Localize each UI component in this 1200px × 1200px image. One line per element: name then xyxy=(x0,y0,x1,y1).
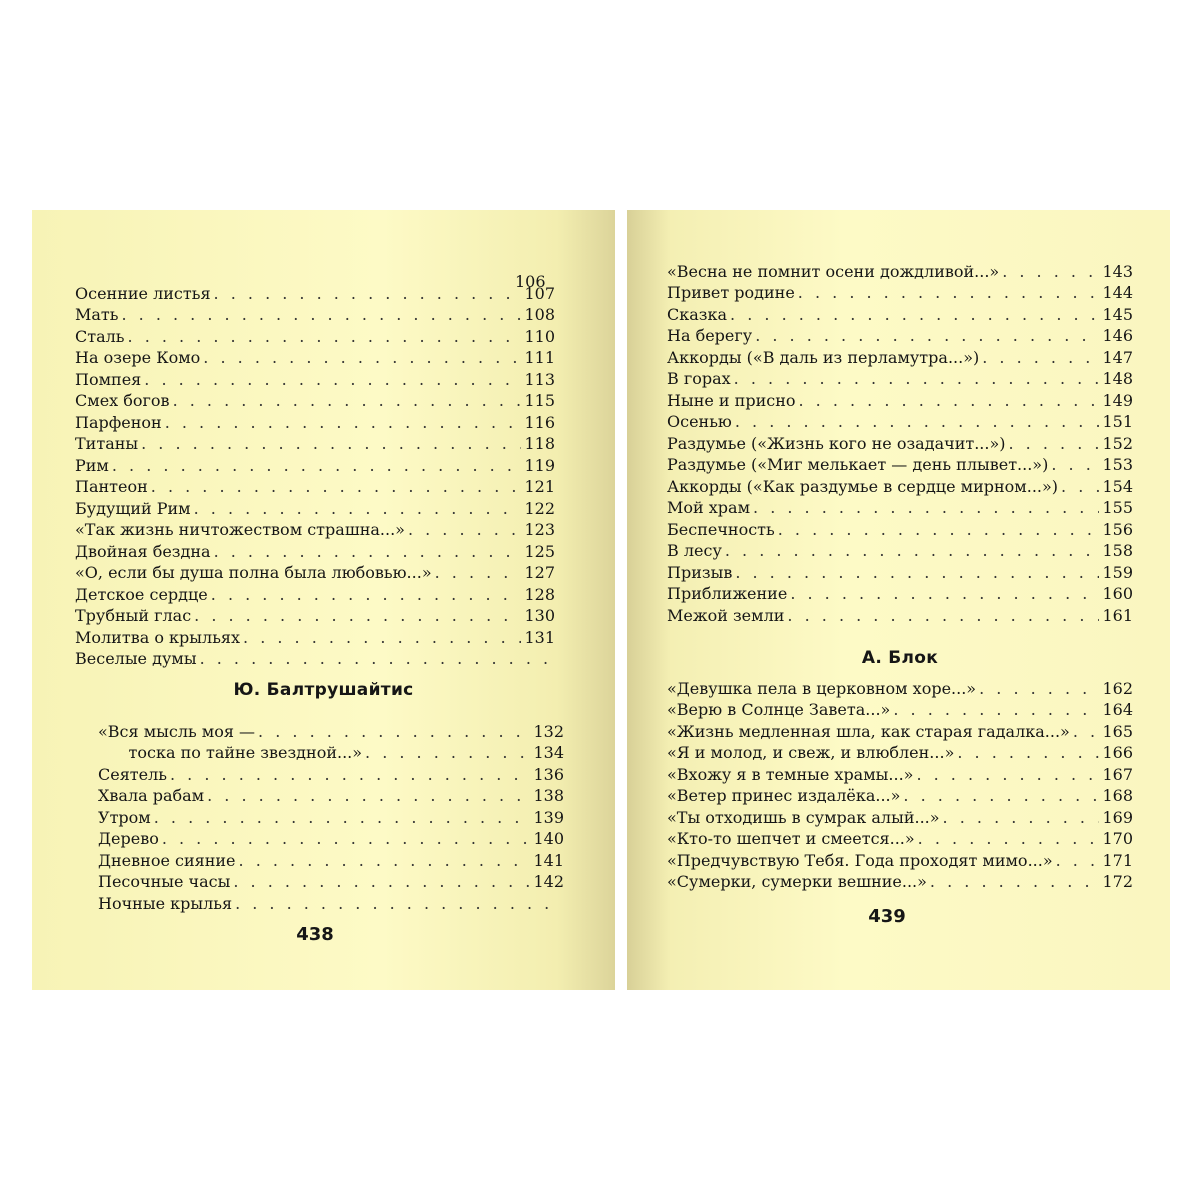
entry-page-number: 125 xyxy=(524,541,555,561)
entry-page-number: 115 xyxy=(524,391,555,410)
dot-leader xyxy=(1056,851,1100,870)
author-heading: Ю. Балтрушайтис xyxy=(233,680,414,700)
entry-page-number: 143 xyxy=(1102,261,1133,281)
toc-entry xyxy=(667,741,1133,763)
entry-page-number: 127 xyxy=(524,563,555,582)
toc-entry xyxy=(75,410,555,432)
entry-page-number: 121 xyxy=(524,477,555,496)
toc-list xyxy=(75,281,555,668)
toc-entry xyxy=(667,719,1133,741)
toc-entry xyxy=(75,539,555,561)
entry-title: Дерево xyxy=(98,829,159,848)
dot-leader xyxy=(233,872,530,891)
entry-title: Трубный глас xyxy=(75,606,192,625)
toc-entry xyxy=(667,517,1133,539)
entry-title: Межой земли xyxy=(667,605,785,625)
entry-page-number: 149 xyxy=(1102,390,1133,410)
dot-leader xyxy=(112,456,522,475)
toc-entry xyxy=(75,561,555,583)
toc-entry xyxy=(98,848,564,870)
toc-entry xyxy=(667,453,1133,475)
toc-entry xyxy=(667,431,1133,453)
entry-title: Будущий Рим xyxy=(75,498,191,518)
entry-title: Молитва о крыльях xyxy=(75,627,241,647)
toc-list xyxy=(98,719,564,913)
entry-title: Дневное сияние xyxy=(98,850,236,870)
gutter xyxy=(615,210,627,990)
dot-leader xyxy=(753,498,1099,517)
dot-leader xyxy=(408,520,522,539)
entry-page-number: 119 xyxy=(524,455,555,475)
entry-title: Мой храм xyxy=(667,498,751,517)
dot-leader xyxy=(918,829,1100,848)
toc-entry xyxy=(75,432,555,454)
entry-title: «Так жизнь ничтожеством страшна...» xyxy=(75,520,405,539)
entry-title: Беспечность xyxy=(667,519,775,539)
dot-leader xyxy=(258,722,530,741)
entry-page-number: 110 xyxy=(524,326,555,346)
dot-leader xyxy=(1002,262,1099,281)
entry-page-number: 155 xyxy=(1102,498,1133,517)
dot-leader xyxy=(790,584,1099,603)
dot-leader xyxy=(979,679,1099,698)
entry-page-number: 148 xyxy=(1102,369,1133,388)
entry-page-number: 169 xyxy=(1102,807,1133,827)
entry-title: Веселые думы xyxy=(75,649,197,668)
entry-title: Осенние листья xyxy=(75,283,211,303)
toc-entry xyxy=(667,603,1133,625)
entry-page-number: 138 xyxy=(533,786,564,805)
entry-title: В горах xyxy=(667,369,731,388)
entry-page-number: 171 xyxy=(1102,850,1133,870)
dot-leader xyxy=(162,829,531,848)
dot-leader xyxy=(173,391,522,410)
toc-entry xyxy=(75,281,555,303)
toc-entry xyxy=(75,647,555,669)
entry-page-number: 123 xyxy=(524,520,555,539)
entry-title: «Кто-то шепчет и смеется...» xyxy=(667,829,915,848)
entry-page-number: 111 xyxy=(524,348,555,367)
entry-title: Сеятель xyxy=(98,764,167,784)
toc-entry xyxy=(75,625,555,647)
dot-leader xyxy=(1009,434,1100,453)
toc-entry xyxy=(75,453,555,475)
entry-page-number: 130 xyxy=(524,606,555,625)
entry-title: Детское сердце xyxy=(75,584,208,604)
toc-entry xyxy=(667,560,1133,582)
entry-page-number: 162 xyxy=(1102,678,1133,698)
entry-title: Хвала рабам xyxy=(98,786,205,805)
dot-leader xyxy=(982,348,1099,367)
entry-page-number: 108 xyxy=(524,305,555,324)
entry-title: «Я и молод, и свеж, и влюблен...» xyxy=(667,743,955,762)
toc-entry xyxy=(667,805,1133,827)
toc-entry xyxy=(667,827,1133,849)
dot-leader xyxy=(170,765,530,784)
entry-page-number: 113 xyxy=(524,369,555,389)
entry-page-number: 147 xyxy=(1102,347,1133,367)
entry-title: «О, если бы душа полна была любовью...» xyxy=(75,563,432,582)
entry-page-number: 168 xyxy=(1102,786,1133,805)
dot-leader xyxy=(943,808,1100,827)
toc-entry xyxy=(667,784,1133,806)
entry-title: Помпея xyxy=(75,369,142,389)
dot-leader xyxy=(214,284,522,303)
dot-leader xyxy=(893,700,1099,719)
dot-leader xyxy=(916,765,1099,784)
entry-page-number: 144 xyxy=(1102,283,1133,302)
dot-leader xyxy=(735,412,1100,431)
dot-leader xyxy=(735,563,1099,582)
toc-entry xyxy=(667,762,1133,784)
dot-leader xyxy=(154,808,531,827)
entry-page-number: 152 xyxy=(1102,433,1133,453)
entry-title: Приближение xyxy=(667,584,788,603)
entry-title: Призыв xyxy=(667,562,733,582)
entry-page-number: 161 xyxy=(1102,605,1133,625)
toc-entry xyxy=(667,345,1133,367)
entry-page-number: 159 xyxy=(1102,562,1133,582)
entry-title: «Девушка пела в церковном хоре...» xyxy=(667,678,977,698)
entry-page-number: 166 xyxy=(1102,743,1133,762)
dot-leader xyxy=(200,649,552,668)
toc-entry xyxy=(98,741,564,763)
dot-leader xyxy=(211,585,522,604)
entry-page-number: 160 xyxy=(1102,584,1133,603)
entry-page-number: 136 xyxy=(533,764,564,784)
entry-title: Раздумье («Миг мелькает — день плывет...») xyxy=(667,455,1049,474)
entry-page-number: 128 xyxy=(524,584,555,604)
toc-entry xyxy=(667,848,1133,870)
dot-leader xyxy=(207,786,530,805)
entry-page-number: 154 xyxy=(1102,476,1133,496)
toc-entry xyxy=(75,604,555,626)
dot-leader xyxy=(194,606,521,625)
dot-leader xyxy=(121,305,521,324)
dot-leader xyxy=(128,327,522,346)
dot-leader xyxy=(930,872,1100,891)
entry-title: Песочные часы xyxy=(98,872,231,891)
top-page-number: 106 xyxy=(515,272,546,291)
toc-entry xyxy=(75,582,555,604)
dot-leader xyxy=(1061,477,1099,496)
entry-page-number: 167 xyxy=(1102,764,1133,784)
entry-title: Утром xyxy=(98,807,151,827)
entry-title: «Предчувствую Тебя. Года проходят мимо...» xyxy=(667,850,1053,870)
dot-leader xyxy=(734,369,1100,388)
dot-leader xyxy=(755,326,1099,345)
dot-leader xyxy=(435,563,522,582)
entry-title: Мать xyxy=(75,305,119,324)
entry-title: В лесу xyxy=(667,541,722,560)
dot-leader xyxy=(151,477,522,496)
author-heading: А. Блок xyxy=(861,648,939,668)
dot-leader xyxy=(798,391,1099,410)
dot-leader xyxy=(243,628,521,647)
dot-leader xyxy=(903,786,1099,805)
entry-title: «Ты отходишь в сумрак алый...» xyxy=(667,807,940,827)
toc-entry xyxy=(75,475,555,497)
dot-leader xyxy=(798,283,1100,302)
entry-page-number: 131 xyxy=(524,627,555,647)
entry-page-number: 141 xyxy=(533,850,564,870)
entry-page-number: 140 xyxy=(533,829,564,848)
toc-entry xyxy=(667,698,1133,720)
dot-leader xyxy=(165,413,522,432)
dot-leader xyxy=(144,370,521,389)
entry-page-number: 142 xyxy=(533,872,564,891)
toc-entry xyxy=(667,676,1133,698)
toc-entry xyxy=(667,388,1133,410)
entry-page-number: 146 xyxy=(1102,326,1133,345)
toc-entry xyxy=(667,474,1133,496)
toc-entry xyxy=(667,367,1133,389)
entry-page-number: 118 xyxy=(524,434,555,453)
entry-title: На озере Комо xyxy=(75,348,201,367)
entry-title: «Жизнь медленная шла, как старая гадалка...» xyxy=(667,721,1070,741)
toc-entry xyxy=(98,784,564,806)
book-spread xyxy=(32,210,1170,990)
toc-entry xyxy=(75,518,555,540)
toc-entry xyxy=(98,870,564,892)
toc-entry xyxy=(75,303,555,325)
dot-leader xyxy=(214,542,522,561)
dot-leader xyxy=(239,851,531,870)
toc-entry xyxy=(667,582,1133,604)
entry-page-number: 139 xyxy=(533,807,564,827)
entry-title: «Весна не помнит осени дождливой...» xyxy=(667,261,1000,281)
toc-entry xyxy=(667,870,1133,892)
toc-entry xyxy=(667,302,1133,324)
toc-entry xyxy=(667,259,1133,281)
entry-page-number: 151 xyxy=(1102,412,1133,431)
dot-leader xyxy=(778,520,1100,539)
toc-entry xyxy=(75,324,555,346)
entry-page-number: 172 xyxy=(1102,872,1133,891)
left-page xyxy=(32,210,615,990)
entry-page-number: 156 xyxy=(1102,519,1133,539)
toc-entry xyxy=(667,410,1133,432)
entry-title: Смех богов xyxy=(75,391,170,410)
entry-title: Аккорды («Как раздумье в сердце мирном...») xyxy=(667,476,1059,496)
toc-entry xyxy=(667,539,1133,561)
toc-list xyxy=(667,676,1133,891)
toc-entry xyxy=(98,719,564,741)
entry-title: «Вся мысль моя — xyxy=(98,721,256,741)
entry-page-number: 153 xyxy=(1102,455,1133,474)
dot-leader xyxy=(365,743,530,762)
entry-page-number: 122 xyxy=(524,498,555,518)
entry-title: «Верю в Солнце Завета...» xyxy=(667,700,891,719)
toc-entry xyxy=(667,324,1133,346)
toc-entry xyxy=(98,805,564,827)
entry-page-number: 107 xyxy=(524,283,555,303)
entry-title: «Сумерки, сумерки вешние...» xyxy=(667,872,927,891)
entry-title: Раздумье («Жизнь кого не озадачит...») xyxy=(667,433,1006,453)
entry-title: Сказка xyxy=(667,304,728,324)
entry-title: Ныне и присно xyxy=(667,390,796,410)
entry-title: Привет родине xyxy=(667,283,795,302)
dot-leader xyxy=(235,894,561,913)
entry-page-number: 134 xyxy=(533,743,564,762)
dot-leader xyxy=(730,305,1099,324)
page-number: 438 xyxy=(296,924,334,945)
toc-entry xyxy=(75,367,555,389)
entry-page-number: 116 xyxy=(524,412,555,432)
toc-entry xyxy=(75,389,555,411)
entry-title: Парфенон xyxy=(75,412,162,432)
right-page xyxy=(627,210,1170,990)
dot-leader xyxy=(203,348,521,367)
entry-title: Сталь xyxy=(75,326,125,346)
toc-entry xyxy=(667,496,1133,518)
dot-leader xyxy=(1051,455,1099,474)
entry-page-number: 145 xyxy=(1102,304,1133,324)
entry-title: «Ветер принес издалёка...» xyxy=(667,786,901,805)
entry-title: «Вхожу я в темные храмы...» xyxy=(667,764,914,784)
dot-leader xyxy=(194,499,522,518)
entry-page-number: 164 xyxy=(1102,700,1133,719)
entry-title: Осенью xyxy=(667,412,732,431)
entry-title: Рим xyxy=(75,455,109,475)
toc-entry xyxy=(98,762,564,784)
toc-entry xyxy=(75,346,555,368)
entry-title: Ночные крылья xyxy=(98,893,233,913)
toc-entry xyxy=(98,891,564,913)
entry-page-number: 170 xyxy=(1102,829,1133,848)
entry-title: тоска по тайне звездной...» xyxy=(98,743,363,762)
entry-title: Двойная бездна xyxy=(75,541,211,561)
toc-list xyxy=(667,259,1133,625)
entry-title: Пантеон xyxy=(75,477,148,496)
entry-title: На берегу xyxy=(667,326,753,345)
entry-title: Титаны xyxy=(75,434,139,453)
toc-entry xyxy=(75,496,555,518)
dot-leader xyxy=(1073,722,1100,741)
entry-page-number: 132 xyxy=(533,721,564,741)
entry-title: Аккорды («В даль из перламутра...») xyxy=(667,347,980,367)
dot-leader xyxy=(725,541,1100,560)
dot-leader xyxy=(787,606,1099,625)
toc-entry xyxy=(667,281,1133,303)
dot-leader xyxy=(957,743,1099,762)
entry-page-number: 165 xyxy=(1102,721,1133,741)
entry-page-number: 158 xyxy=(1102,541,1133,560)
page-number: 439 xyxy=(868,906,906,927)
toc-entry xyxy=(98,827,564,849)
dot-leader xyxy=(141,434,521,453)
